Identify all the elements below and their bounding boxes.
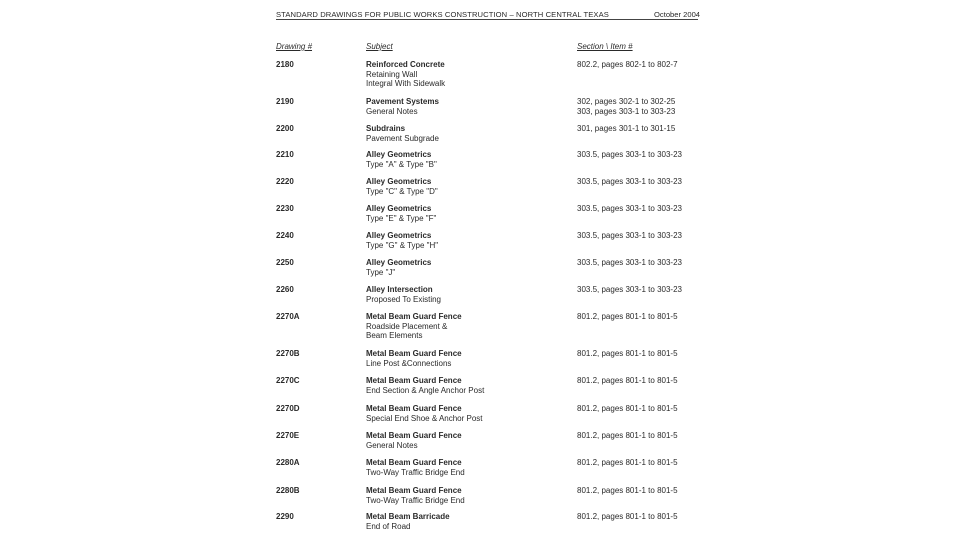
section-reference: 302, pages 302-1 to 302-25 [577,97,676,106]
section-reference: 303, pages 303-1 to 303-23 [577,106,676,116]
subject-title: Metal Beam Guard Fence [366,486,462,495]
section-cell [577,124,675,134]
subject-cell [366,150,437,169]
subject-line: Retaining Wall [366,69,418,79]
section-reference: 303.5, pages 303-1 to 303-23 [577,177,682,186]
subject-cell [366,512,450,531]
subject-line: Two-Way Traffic Bridge End [366,495,465,505]
subject-title: Metal Beam Guard Fence [366,458,462,467]
section-reference: 801.2, pages 801-1 to 801-5 [577,376,678,385]
subject-title: Alley Geometrics [366,258,432,267]
subject-cell [366,124,439,143]
subject-title: Metal Beam Guard Fence [366,376,462,385]
document-header-title: STANDARD DRAWINGS FOR PUBLIC WORKS CONSTRUCTION – NORTH CENTRAL TEXAS [276,10,609,19]
drawing-number: 2250 [276,258,294,267]
subject-line: Type "A" & Type "B" [366,159,437,169]
section-reference: 801.2, pages 801-1 to 801-5 [577,404,678,413]
subject-line: General Notes [366,106,418,116]
subject-line: Pavement Subgrade [366,133,439,143]
subject-title: Metal Beam Guard Fence [366,404,462,413]
drawing-number: 2280B [276,486,300,495]
subject-title: Alley Intersection [366,285,433,294]
subject-line: Beam Elements [366,331,423,341]
column-header-section: Section \ Item # [577,42,633,51]
drawing-number: 2260 [276,285,294,294]
subject-line: End Section & Angle Anchor Post [366,385,485,395]
subject-line: Type "E" & Type "F" [366,213,437,223]
section-cell [577,204,682,214]
subject-cell [366,231,438,250]
subject-title: Reinforced Concrete [366,60,445,69]
column-header-drawing: Drawing # [276,42,313,51]
section-reference: 801.2, pages 801-1 to 801-5 [577,312,678,321]
subject-line: Type "C" & Type "D" [366,186,438,196]
subject-line: Roadside Placement & [366,321,448,331]
drawing-number: 2270C [276,376,300,385]
subject-cell [366,404,483,423]
section-reference: 801.2, pages 801-1 to 801-5 [577,349,678,358]
subject-title: Alley Geometrics [366,150,432,159]
section-cell [577,512,678,522]
section-cell [577,97,675,116]
section-cell [577,312,678,322]
drawing-number: 2200 [276,124,294,133]
subject-title: Pavement Systems [366,97,439,106]
subject-line: Two-Way Traffic Bridge End [366,467,465,477]
subject-line: Type "G" & Type "H" [366,240,439,250]
section-reference: 303.5, pages 303-1 to 303-23 [577,231,682,240]
subject-line: Type "J" [366,267,396,277]
subject-title: Metal Beam Barricade [366,512,450,521]
subject-title: Alley Geometrics [366,177,432,186]
section-reference: 801.2, pages 801-1 to 801-5 [577,431,678,440]
subject-title: Metal Beam Guard Fence [366,431,462,440]
section-reference: 303.5, pages 303-1 to 303-23 [577,204,682,213]
subject-line: Integral With Sidewalk [366,79,446,89]
drawing-number: 2240 [276,231,294,240]
subject-cell [366,258,431,277]
drawing-number: 2220 [276,177,294,186]
subject-cell [366,177,438,196]
section-cell [577,349,678,359]
column-header-subject: Subject [366,42,393,51]
section-reference: 303.5, pages 303-1 to 303-23 [577,258,682,267]
section-reference: 301, pages 301-1 to 301-15 [577,124,676,133]
subject-cell [366,486,465,505]
section-cell [577,404,678,414]
drawing-number: 2280A [276,458,300,467]
drawing-number: 2270B [276,349,300,358]
drawing-number: 2270A [276,312,300,321]
section-cell [577,376,678,386]
drawing-number: 2270E [276,431,300,440]
document-header-date: October 2004 [654,10,701,19]
subject-line: End of Road [366,521,411,531]
section-reference: 303.5, pages 303-1 to 303-23 [577,285,682,294]
drawing-number: 2190 [276,97,294,106]
drawing-number: 2270D [276,404,300,413]
subject-line: Special End Shoe & Anchor Post [366,413,483,423]
subject-title: Metal Beam Guard Fence [366,312,462,321]
section-cell [577,60,678,70]
subject-cell [366,97,439,116]
subject-title: Metal Beam Guard Fence [366,349,462,358]
section-reference: 801.2, pages 801-1 to 801-5 [577,512,678,521]
subject-line: General Notes [366,440,418,450]
subject-title: Alley Geometrics [366,204,432,213]
drawing-number: 2210 [276,150,294,159]
subject-cell [366,285,441,304]
subject-cell [366,376,484,395]
section-cell [577,285,682,295]
section-reference: 801.2, pages 801-1 to 801-5 [577,458,678,467]
drawing-number: 2290 [276,512,294,521]
section-cell [577,177,682,187]
header-divider [276,19,698,20]
section-cell [577,231,682,241]
section-cell [577,431,678,441]
section-cell [577,150,682,160]
subject-cell [366,204,436,223]
subject-cell [366,312,462,341]
subject-cell [366,60,445,89]
drawing-number: 2230 [276,204,294,213]
drawing-number: 2180 [276,60,294,69]
section-reference: 802.2, pages 802-1 to 802-7 [577,60,678,69]
subject-cell [366,349,462,368]
section-reference: 801.2, pages 801-1 to 801-5 [577,486,678,495]
section-cell [577,458,678,468]
subject-line: Proposed To Existing [366,294,442,304]
subject-cell [366,458,465,477]
section-cell [577,258,682,268]
subject-title: Alley Geometrics [366,231,432,240]
subject-title: Subdrains [366,124,406,133]
subject-cell [366,431,462,450]
section-cell [577,486,678,496]
section-reference: 303.5, pages 303-1 to 303-23 [577,150,682,159]
subject-line: Line Post &Connections [366,358,452,368]
